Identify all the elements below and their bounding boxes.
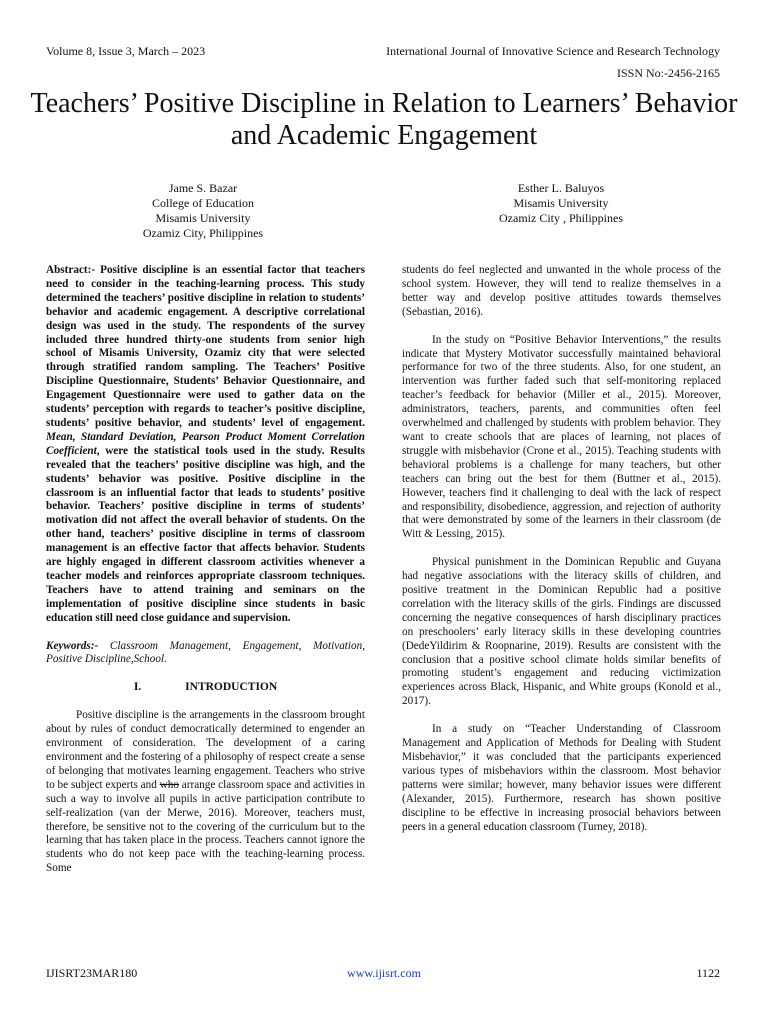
section-heading bbox=[46, 681, 365, 695]
author-institution: Misamis University bbox=[513, 196, 609, 210]
author-name: Esther L. Baluyos bbox=[517, 181, 605, 195]
author-name: Jame S. Bazar bbox=[168, 181, 238, 195]
author-institution: Misamis University bbox=[155, 211, 251, 225]
keywords-text: Classroom Management, Engagement, Motivation, Positive Discipline,School. bbox=[46, 639, 365, 666]
paragraph-classroom-management: In a study on “Teacher Understanding of Classroom Management and Application of Methods for Dealing with Student Misbehavior,” it was concluded that the participants experienced various types of misbehaviors within the classroom. Most behavior patterns were similar; however, many behavior issues were different (Alexander, 2015). Furthermore, research has shown positive discipline to be effective in increasing prosocial behaviors between peers in a general education classroom (Turney, 2018). bbox=[402, 723, 721, 833]
abstract-methods: Mean, Standard Deviation, Pearson Product Moment Correlation Coefficient bbox=[46, 430, 365, 457]
intro-text-cont: arrange classroom space and activities in such a way to involve all pupils in active participation contribute to self-realization (van der Merwe, 2016). Moreover, teachers must, therefore, be sensitive not to the covering of the curriculum but to the learning that has taken place in the process. Teachers cannot ignore the students who do not keep pace with the teaching-learning process. Some bbox=[46, 778, 365, 875]
author-location: Ozamiz City , Philippines bbox=[499, 211, 623, 225]
issn-number: ISSN No:-2456-2165 bbox=[616, 66, 720, 80]
intro-text: Positive discipline is the arrangements in the classroom brought about by rules of conduct democratically determined to engender an environment of consideration. The development of a caring environment and the fostering of a philosophy of respect create a sense of belonging that motivates learning engagement. Teachers who strive to be subject experts and bbox=[46, 709, 365, 791]
paragraph-continued: students do feel neglected and unwanted in the whole process of the school system. However, they will tend to realize themselves in a better way and develop positive attitudes towards themselves (Sebastian, 2016). bbox=[402, 264, 721, 318]
abstract-label: Abstract: bbox=[46, 264, 92, 276]
author-location: Ozamiz City, Philippines bbox=[142, 226, 264, 240]
author-affiliation: College of Education bbox=[152, 196, 254, 210]
journal-name: International Journal of Innovative Science and Research Technology bbox=[386, 44, 720, 58]
section-title: INTRODUCTION bbox=[185, 681, 278, 694]
abstract-text: - Positive discipline is an essential factor that teachers need to consider in the teaching-learning process. This study determined the teachers’ positive discipline in relation to students’ behavior and academic engagement. A descriptive correlational design was used in the study. The respondents of the survey included three hundred thirty-one students from senior high school of Misamis University, Ozamiz city that were selected through stratified random sampling. The Teachers’ Positive Discipline Questionnaire, Students’ Behavior Questionnaire, and Engagement Questionnaire were used to gather data on the students’ perception with regards to teacher’s positive discipline, students’ positive behavior, and students’ level of engagement. bbox=[46, 264, 365, 429]
abstract-text-cont: , were the statistical tools used in the study. Results revealed that the teachers’ positive discipline was high, and the students’ behavior was positive. Positive discipline in the classroom is an influential factor that leads to students’ positive behavior. Teachers’ positive discipline in terms of students’ motivation did not affect the overall behavior of students. On the other hand, teachers’ positive discipline in terms of classroom management is an effective factor that affects behavior. Students are highly engaged in different classroom activities whenever a teacher models and reinforces appropriate classroom techniques. Teachers have to attend training and seminars on the implementation of positive discipline since students in basic education still need close guidance and supervision. bbox=[46, 444, 365, 624]
paragraph-physical-punishment: Physical punishment in the Dominican Republic and Guyana had negative associations with the literacy skills of children, and positive treatment in the Dominican Republic had a positive correlation with the literacy skills of the girls. Findings are discussed concerning the negative consequences of harsh disciplinary practices on preschoolers’ early literacy skills in these developing countries (DedeYildirim & Roopnarine, 2019). Results are consistent with the conclusion that a positive school climate holds similar benefits of promoting student’s engagement and reducing victimization experiences across Black, Hispanic, and White groups (Konold et al., 2017). bbox=[402, 556, 721, 708]
paper-id: IJISRT23MAR180 bbox=[46, 966, 138, 980]
struck-word: who bbox=[159, 778, 179, 791]
right-column bbox=[402, 264, 721, 848]
footer-link-wrap bbox=[0, 966, 768, 981]
left-column bbox=[46, 264, 365, 890]
journal-website-link[interactable]: www.ijisrt.com bbox=[347, 966, 421, 980]
keywords bbox=[46, 640, 365, 668]
intro-paragraph bbox=[46, 709, 365, 876]
paper-title: Teachers’ Positive Discipline in Relation to Learners’ Behavior and Academic Engagement bbox=[30, 88, 738, 151]
keywords-label: Keywords:- bbox=[46, 639, 99, 652]
paragraph-positive-behavior: In the study on “Positive Behavior Interventions,” the results indicate that Mystery Motivator successfully maintained behavioral performance for two of the three students. Also, for one student, an intervention was further faded such that self-monitoring replaced teacher’s feedback for behavior (Miller et al., 2015). Moreover, administrators, teachers, parents, and communities often feel overwhelmed and challenged by students with problem behavior. They want to create schools that are places of learning, not places of struggle with misbehavior (Crone et al., 2015). Teaching students with behavioral problems is a challenge for many teachers, but other teachers can bring out the best for them (Buttner et al., 2015). However, teachers find it challenging to deal with the lack of respect and responsibility, disobedience, aggression, and rejection of authority that were demonstrated by some of the learners in their classroom (de Witt & Lessing, 2015). bbox=[402, 333, 721, 541]
abstract bbox=[46, 264, 365, 626]
author-block-2 bbox=[466, 181, 656, 226]
author-block-1 bbox=[108, 181, 298, 241]
page-number: 1122 bbox=[696, 966, 720, 980]
section-number: I. bbox=[133, 681, 142, 694]
journal-volume-issue: Volume 8, Issue 3, March – 2023 bbox=[46, 44, 206, 58]
